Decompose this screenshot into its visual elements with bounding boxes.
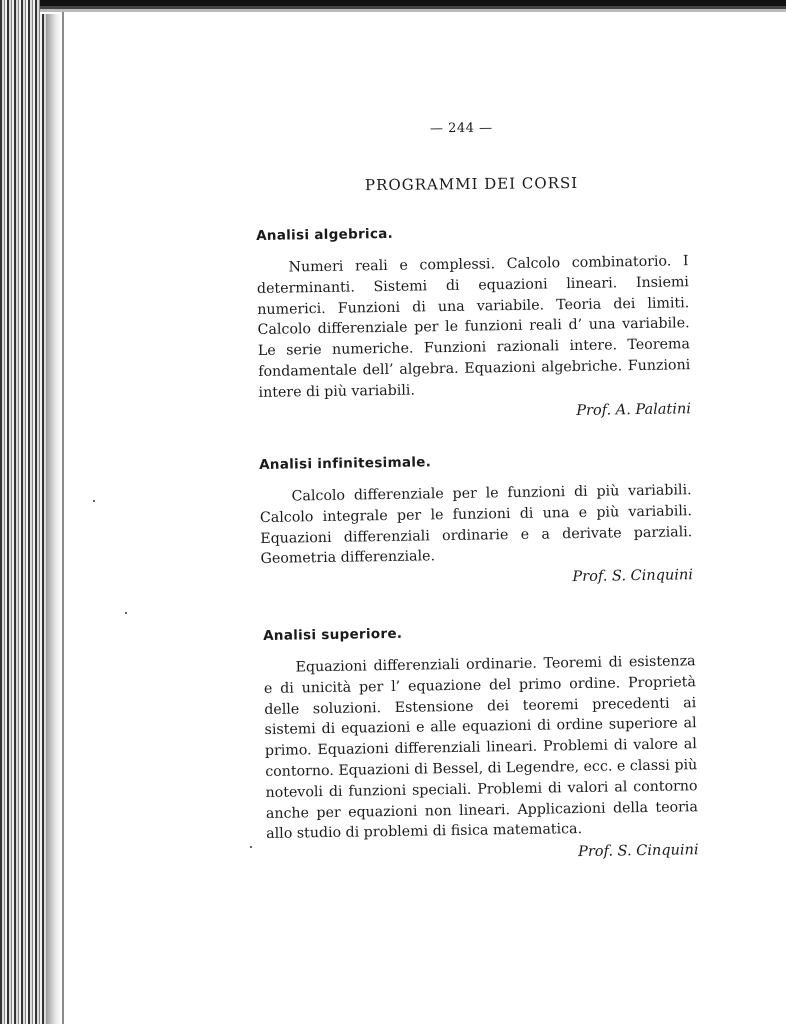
scan-speck: [250, 846, 252, 848]
page-left-edge: [62, 12, 64, 1024]
binding-shadow: [46, 0, 62, 1024]
professor-name: Prof. S. Cinquini: [577, 842, 699, 861]
scan-speck: [93, 500, 95, 502]
section-heading: Analisi algebrica.: [256, 225, 394, 244]
section-heading: Analisi infinitesimale.: [259, 454, 432, 473]
section-analisi-infinitesimale: [259, 450, 693, 590]
section-analisi-algebrica: [256, 221, 691, 423]
page-title: PROGRAMMI DEI CORSI: [364, 173, 579, 195]
section-heading: Analisi superiore.: [263, 625, 403, 644]
section-body: Numeri reali e complessi. Calcolo combinatorio. I determinanti. Sistemi di equazioni lineari. Insiemi numerici. Funzioni di una variabile. Teoria dei limiti. Calcolo differenziale per le funzioni reali d’ una variabile. Le serie numeriche. Funzioni razionali intere. Teorema fondamentale dell’ algebra. Equazioni algebriche. Funzioni intere di più variabili.: [256, 253, 691, 401]
professor-name: Prof. A. Palatini: [576, 400, 692, 419]
section-body: Equazioni differenziali ordinarie. Teoremi di esistenza e di unicità per l’ equazione del primo ordine. Proprietà delle soluzioni. Estensione dei teoremi precedenti ai sistemi di equazioni e alle equazioni di ordine superiore al primo. Equazioni differenziali lineari. Problemi di valore al contorno. Equazioni di Bessel, di Legendre, ecc. e classi più notevoli di funzioni speciali. Problemi di valori al contorno anche per equazioni non lineari. Applicazioni della teoria allo studio di problemi di fisica matematica.: [263, 653, 698, 843]
section-body: Calcolo differenziale per le funzioni di più variabili. Calcolo integrale per le funzioni di una e più variabili. Equazioni differenziali ordinarie e a derivate parziali. Geometria differenziale.: [259, 482, 693, 568]
scan-speck: [125, 612, 127, 614]
book-binding: [0, 0, 46, 1024]
top-page-edge: [40, 0, 786, 14]
section-analisi-superiore: [263, 621, 699, 865]
page-number: — 244 —: [429, 120, 493, 137]
professor-name: Prof. S. Cinquini: [572, 567, 694, 586]
